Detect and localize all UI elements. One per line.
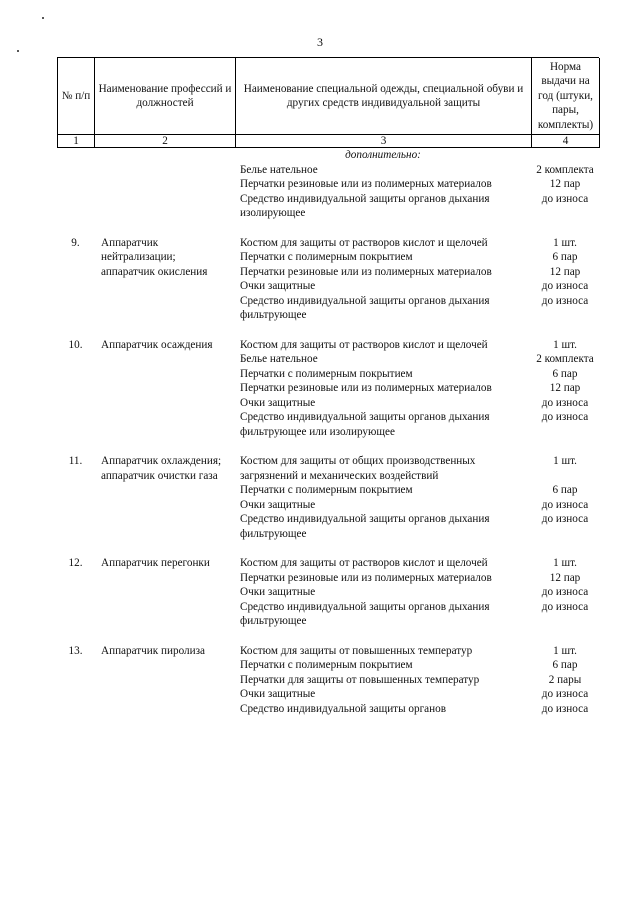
profession-name: Аппаратчик нейтрализации; аппаратчик окисления — [101, 236, 208, 278]
equipment-item: Перчатки резиновые или из полимерных материалов — [240, 571, 492, 584]
equipment-item: Средство индивидуальной защиты органов дыхания фильтрующее — [240, 294, 490, 321]
equipment-row — [235, 338, 599, 353]
profession-entry — [57, 644, 599, 717]
issue-norm: до износа — [541, 688, 589, 700]
issue-norm: 2 пары — [548, 673, 582, 686]
equipment-row — [235, 192, 599, 221]
issue-norm: 2 комплекта — [536, 163, 594, 176]
equipment-row — [235, 279, 599, 294]
column-number: 3 — [236, 135, 532, 148]
issue-norm: до износа — [541, 192, 589, 205]
equipment-item: Перчатки с полимерным покрытием — [240, 251, 413, 263]
profession-entry — [57, 454, 599, 541]
row-gap — [57, 541, 599, 556]
equipment-item: Костюм для защиты от общих производственных загрязнений и механических воздействий — [240, 455, 476, 482]
issue-norm: 1 шт. — [553, 338, 577, 351]
profession-name: Аппаратчик перегонки — [101, 557, 210, 569]
equipment-item: Перчатки резиновые или из полимерных материалов — [240, 265, 492, 278]
equipment-row — [235, 687, 599, 702]
equipment-row — [235, 265, 599, 280]
equipment-row — [235, 396, 599, 411]
scan-speck — [17, 50, 19, 52]
equipment-item: Перчатки резиновые или из полимерных материалов — [240, 382, 492, 394]
equipment-item: Средство индивидуальной защиты органов дыхания фильтрующее или изолирующее — [240, 411, 490, 438]
equipment-item: Перчатки для защиты от повышенных температур — [240, 673, 480, 686]
equipment-row — [235, 585, 599, 600]
issue-norm: 1 шт. — [553, 557, 577, 569]
equipment-item: Костюм для защиты от растворов кислот и щелочей — [240, 236, 488, 249]
empty-cell — [57, 148, 94, 221]
equipment-row — [235, 454, 599, 483]
profession-name: Аппаратчик пиролиза — [101, 644, 205, 657]
equipment-item: Очки защитные — [240, 280, 316, 292]
equipment-list — [235, 236, 599, 323]
issue-norm: 12 пар — [549, 265, 581, 278]
equipment-row — [235, 163, 599, 178]
equipment-item: Очки защитные — [240, 688, 316, 700]
empty-cell — [94, 148, 235, 221]
equipment-row — [235, 658, 599, 673]
issue-norm: 1 шт. — [553, 644, 577, 657]
equipment-item: Перчатки с полимерным покрытием — [240, 484, 413, 496]
ppe-norms-table — [57, 57, 599, 716]
issue-norm: 6 пар — [552, 367, 578, 380]
issue-norm: до износа — [541, 513, 589, 525]
equipment-item: Костюм для защиты от растворов кислот и щелочей — [240, 338, 488, 351]
issue-norm: до износа — [541, 600, 589, 613]
equipment-item: Перчатки с полимерным покрытием — [240, 659, 413, 671]
scan-speck — [42, 17, 44, 19]
entry-number: 11. — [68, 455, 83, 467]
equipment-item: Костюм для защиты от повышенных температур — [240, 644, 473, 657]
page-number: 3 — [317, 35, 323, 49]
equipment-item: Очки защитные — [240, 586, 316, 598]
issue-norm: 6 пар — [552, 251, 578, 263]
issue-norm: до износа — [541, 498, 589, 511]
equipment-row — [235, 352, 599, 367]
column-number: 2 — [95, 135, 236, 148]
continuation-block — [57, 148, 599, 221]
issue-norm: до износа — [541, 586, 589, 598]
issue-norm: до износа — [541, 280, 589, 292]
issue-norm: 6 пар — [552, 659, 578, 671]
issue-norm: до износа — [541, 294, 589, 307]
equipment-list — [235, 338, 599, 440]
table-header-row — [57, 57, 599, 135]
profession-entry — [57, 236, 599, 323]
equipment-item: Средство индивидуальной защиты органов дыхания фильтрующее — [240, 513, 490, 540]
additional-note: дополнительно: — [345, 149, 421, 161]
equipment-item: Перчатки с полимерным покрытием — [240, 367, 413, 380]
equipment-row — [235, 381, 599, 396]
table-body — [57, 148, 599, 716]
entry-number: 13. — [68, 644, 83, 657]
header-col-norm: Норма выдачи на год (штуки, пары, комплекты) — [532, 58, 600, 135]
row-gap — [57, 629, 599, 644]
issue-norm: 6 пар — [552, 484, 578, 496]
issue-norm: до износа — [541, 411, 589, 423]
issue-norm: до износа — [541, 702, 589, 715]
equipment-row — [235, 512, 599, 541]
column-number: 1 — [58, 135, 95, 148]
equipment-row — [235, 367, 599, 382]
entry-number: 10. — [68, 338, 83, 351]
issue-norm: 1 шт. — [553, 236, 577, 249]
header-col-equipment: Наименование специальной одежды, специальной обуви и других средств индивидуальной защиты — [236, 58, 532, 135]
equipment-list — [235, 556, 599, 629]
issue-norm: 2 комплекта — [536, 353, 594, 365]
equipment-item: Очки защитные — [240, 396, 316, 409]
header-col-number: № п/п — [58, 58, 95, 135]
equipment-row — [235, 236, 599, 251]
equipment-item: Белье нательное — [240, 353, 318, 365]
equipment-row — [235, 483, 599, 498]
header-col-profession: Наименование профессий и должностей — [95, 58, 236, 135]
equipment-list — [235, 644, 599, 717]
profession-entry — [57, 338, 599, 440]
row-gap — [57, 323, 599, 338]
issue-norm: до износа — [541, 396, 589, 409]
issue-norm: 12 пар — [549, 178, 581, 190]
equipment-item: Очки защитные — [240, 498, 316, 511]
equipment-item: Средство индивидуальной защиты органов дыхания изолирующее — [240, 192, 490, 219]
equipment-item: Костюм для защиты от растворов кислот и щелочей — [240, 557, 488, 569]
equipment-row — [235, 177, 599, 192]
row-gap — [57, 439, 599, 454]
equipment-item: Средство индивидуальной защиты органов дыхания фильтрующее — [240, 600, 490, 627]
equipment-list — [235, 454, 599, 541]
equipment-list — [235, 148, 599, 221]
equipment-row — [235, 410, 599, 439]
issue-norm: 12 пар — [549, 571, 581, 584]
entry-number: 9. — [71, 236, 80, 249]
equipment-row — [235, 600, 599, 629]
equipment-item: Средство индивидуальной защиты органов — [240, 702, 446, 715]
equipment-row — [235, 571, 599, 586]
equipment-row — [235, 294, 599, 323]
column-number-row — [57, 135, 599, 148]
profession-name: Аппаратчик охлаждения; аппаратчик очистки газа — [101, 455, 222, 482]
equipment-row — [235, 556, 599, 571]
issue-norm: 12 пар — [549, 382, 581, 394]
equipment-item: Перчатки резиновые или из полимерных материалов — [240, 178, 492, 190]
issue-norm: 1 шт. — [553, 455, 577, 467]
equipment-row — [235, 702, 599, 717]
entry-number: 12. — [68, 557, 83, 569]
equipment-item: Белье нательное — [240, 163, 318, 176]
row-gap — [57, 221, 599, 236]
profession-name: Аппаратчик осаждения — [101, 338, 213, 351]
equipment-row — [235, 250, 599, 265]
equipment-row — [235, 498, 599, 513]
profession-entry — [57, 556, 599, 629]
equipment-row — [235, 673, 599, 688]
equipment-row — [235, 644, 599, 659]
column-number: 4 — [532, 135, 600, 148]
